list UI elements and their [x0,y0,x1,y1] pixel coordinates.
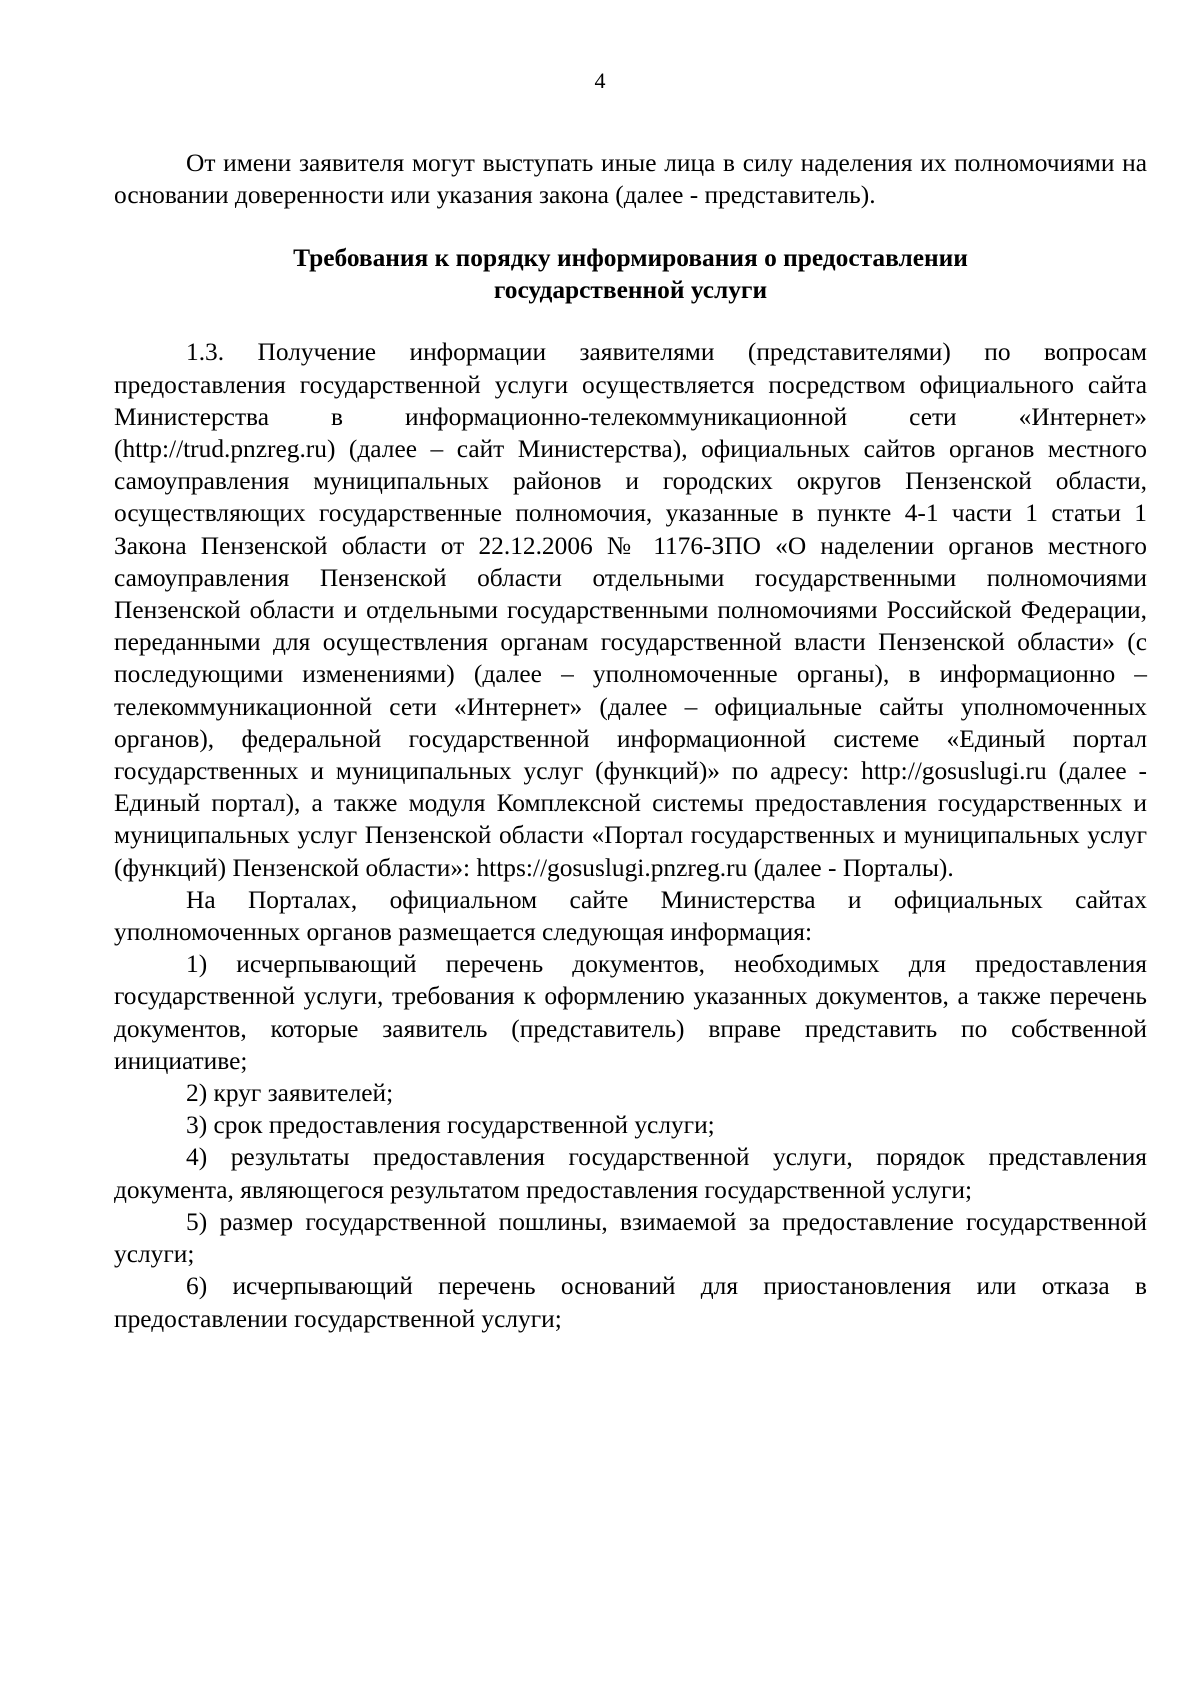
paragraph-1-3: 1.3. Получение информации заявителями (представителями) по вопросам предоставления государственной услуги осуществляется посредством официального сайта Министерства в информационно-телекоммуникационной сети «Интернет» (http://trud.pnzreg.ru) (далее – сайт Министерства), официальных сайтов органов местного самоуправления муниципальных районов и городских округов Пензенской области, осуществляющих государственные полномочия, указанные в пункте 4-1 части 1 статьи 1 Закона Пензенской области от 22.12.2006 № 1176-ЗПО «О наделении органов местного самоуправления Пензенской области отдельными государственными полномочиями Пензенской области и отдельными государственными полномочиями Российской Федерации, переданными для осуществления органам государственной власти Пензенской области» (с последующими изменениями) (далее – уполномоченные органы), в информационно – телекоммуникационной сети «Интернет» (далее – официальные сайты уполномоченных органов), федеральной государственной информационной системе «Единый портал государственных и муниципальных услуг (функций)» по адресу: http://gosuslugi.ru (далее - Единый портал), а также модуля Комплексной системы предоставления государственных и муниципальных услуг Пензенской области «Портал государственных и муниципальных услуг (функций) Пензенской области»: https://gosuslugi.pnzreg.ru (далее - Порталы). [114,338,1147,882]
list-item-5: 5) размер государственной пошлины, взимаемой за предоставление государственной услуги; [114,1207,1147,1269]
list-item-6: 6) исчерпывающий перечень оснований для приостановления или отказа в предоставлении государственной услуги; [114,1272,1147,1333]
list-item-2: 2) круг заявителей; [186,1079,394,1108]
section-heading [114,242,1147,306]
list-item-4: 4) результаты предоставления государственной услуги, порядок представления документа, являющегося результатом предоставления государственной услуги; [114,1143,1147,1204]
list-item-3: 3) срок предоставления государственной услуги; [186,1111,715,1140]
section-heading-line-2: государственной услуги [493,276,768,305]
page-number: 4 [594,68,606,93]
document-body [114,147,1147,1335]
section-heading-line-1: Требования к порядку информирования о предоставлении [293,244,968,273]
paragraph-portals-info: На Порталах, официальном сайте Министерства и официальных сайтах уполномоченных органов размещается следующая информация: [114,885,1147,947]
intro-paragraph: От имени заявителя могут выступать иные лица в силу наделения их полномочиями на основании доверенности или указания закона (далее - представитель). [114,149,1147,210]
list-item-1: 1) исчерпывающий перечень документов, необходимых для предоставления государственной услуги, требования к оформлению указанных документов, а также перечень документов, которые заявитель (представитель) вправе представить по собственной инициативе; [114,950,1147,1075]
